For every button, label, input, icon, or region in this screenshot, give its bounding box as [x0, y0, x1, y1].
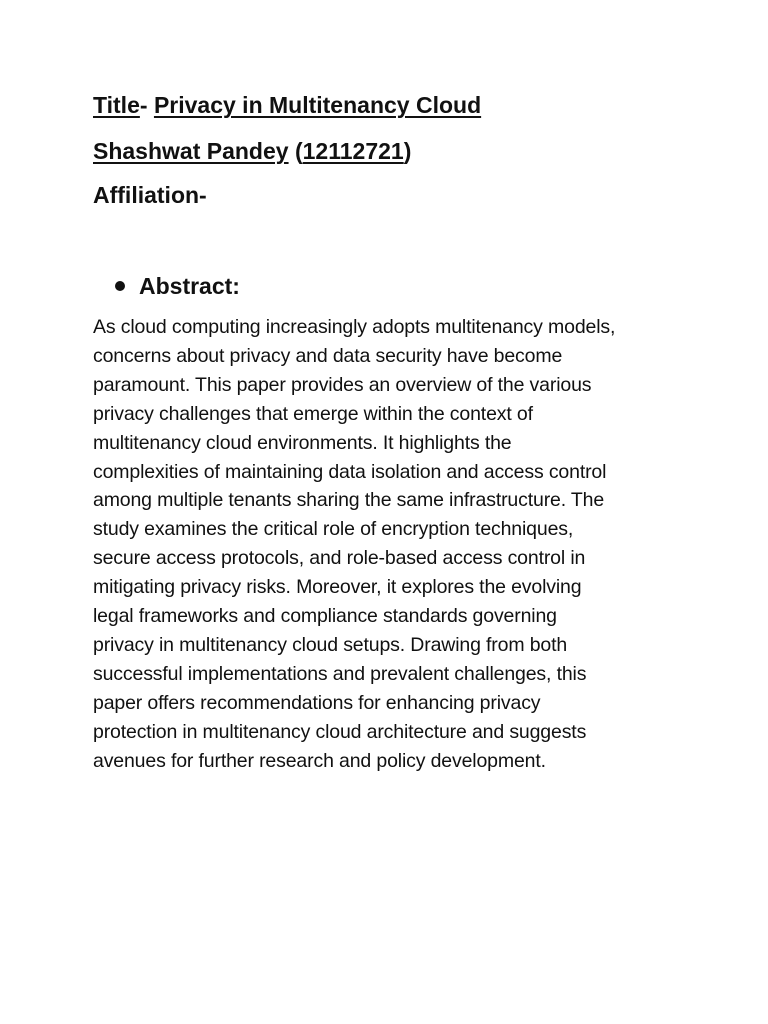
abstract-line: mitigating privacy risks. Moreover, it explores the evolving — [93, 576, 582, 599]
abstract-heading-text: Abstract: — [139, 273, 240, 299]
abstract-heading — [115, 271, 240, 301]
abstract-line: concerns about privacy and data security have become — [93, 344, 563, 367]
author-id-open: ( — [288, 138, 303, 164]
author-line — [93, 136, 411, 166]
abstract-line: successful implementations and prevalent challenges, this — [93, 662, 587, 685]
title-line — [93, 90, 481, 120]
abstract-line: paper offers recommendations for enhancing privacy — [93, 691, 541, 714]
abstract-line: multitenancy cloud environments. It highlights the — [93, 431, 512, 454]
paper-title: Privacy in Multitenancy Cloud — [153, 92, 482, 118]
abstract-line: among multiple tenants sharing the same infrastructure. The — [93, 489, 605, 512]
abstract-line: avenues for further research and policy development. — [93, 749, 546, 772]
title-label-text: Title — [93, 92, 140, 118]
abstract-line: secure access protocols, and role-based access control in — [93, 547, 586, 570]
bullet-icon — [115, 281, 125, 291]
author-id: 12112721 — [302, 138, 404, 164]
title-label — [93, 92, 140, 118]
abstract-line: study examines the critical role of encryption techniques, — [93, 518, 574, 541]
abstract-line: legal frameworks and compliance standards governing — [93, 605, 557, 628]
author-name: Shashwat Pandey — [93, 138, 289, 164]
abstract-line: privacy in multitenancy cloud setups. Drawing from both — [93, 633, 568, 656]
abstract-line: privacy challenges that emerge within the context of — [93, 402, 533, 425]
title-separator: - — [139, 92, 154, 118]
abstract-line: complexities of maintaining data isolation and access control — [93, 460, 607, 483]
affiliation-label: Affiliation- — [93, 182, 207, 208]
abstract-line: protection in multitenancy cloud architecture and suggests — [93, 720, 587, 743]
author-id-close: ) — [403, 138, 412, 164]
abstract-line: As cloud computing increasingly adopts multitenancy models, — [93, 316, 616, 338]
abstract-body — [93, 313, 693, 776]
abstract-line: paramount. This paper provides an overview of the various — [93, 373, 592, 396]
